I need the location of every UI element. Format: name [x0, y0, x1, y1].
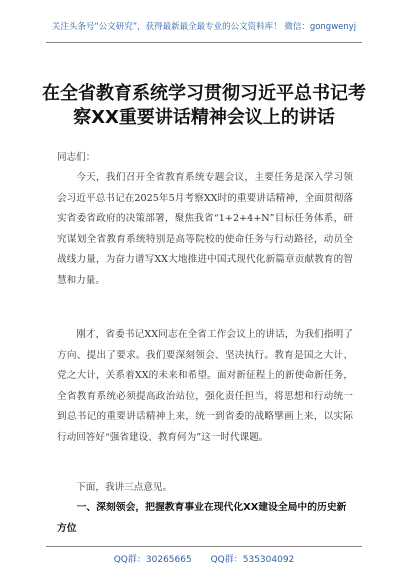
footer-qq-group-1: QQ群：30265665	[113, 555, 192, 565]
paragraph-1: 今天，我们召开全省教育系统专题会议，主要任务是深入学习领会习近平总书记在2025年5月考察XX时的重要讲话精神，全面贯彻落实省委省政府的决策部署，聚焦我省“1+2+4+N”目标任务体系，研究谋划全省教育系统特别是高等院校的使命任务与行动路径，动员全战线力量，为奋力谱写XX大地推进中国式现代化新篇章贡献教育的智慧和力量。	[57, 172, 353, 286]
section-heading-1: 一、深刻领会，把握教育事业在现代化XX建设全局中的历史新方位	[57, 502, 347, 534]
footer	[0, 552, 408, 565]
header-divider	[46, 42, 362, 43]
paragraph-3: 下面，我讲三点意见。	[76, 482, 173, 493]
salutation: 同志们：	[57, 152, 96, 163]
header-notice: 关注头条号“公文研究”，获得最新最全最专业的公文资料库！ 微信：gongwenyj	[51, 22, 357, 32]
document-title: 在全省教育系统学习贯彻习近平总书记考察XX重要讲话精神会议上的讲话	[42, 83, 366, 128]
footer-qq-group-2: QQ群：535304092	[210, 555, 295, 565]
footer-divider	[46, 546, 362, 547]
paragraph-2: 刚才，省委书记XX同志在全省工作会议上的讲话，为我们指明了方向、提出了要求。我们要深刻领会、坚决执行。教育是国之大计、党之大计，关系着XX的未来和希望。面对新征程上的新使命新任务，全省教育系统必须提高政治站位，强化责任担当，将思想和行动统一到总书记的重要讲话精神上来，统一到省委的战略擘画上来，以实际行动回答好“强省建设、教育何为”这一时代课题。	[57, 329, 353, 443]
